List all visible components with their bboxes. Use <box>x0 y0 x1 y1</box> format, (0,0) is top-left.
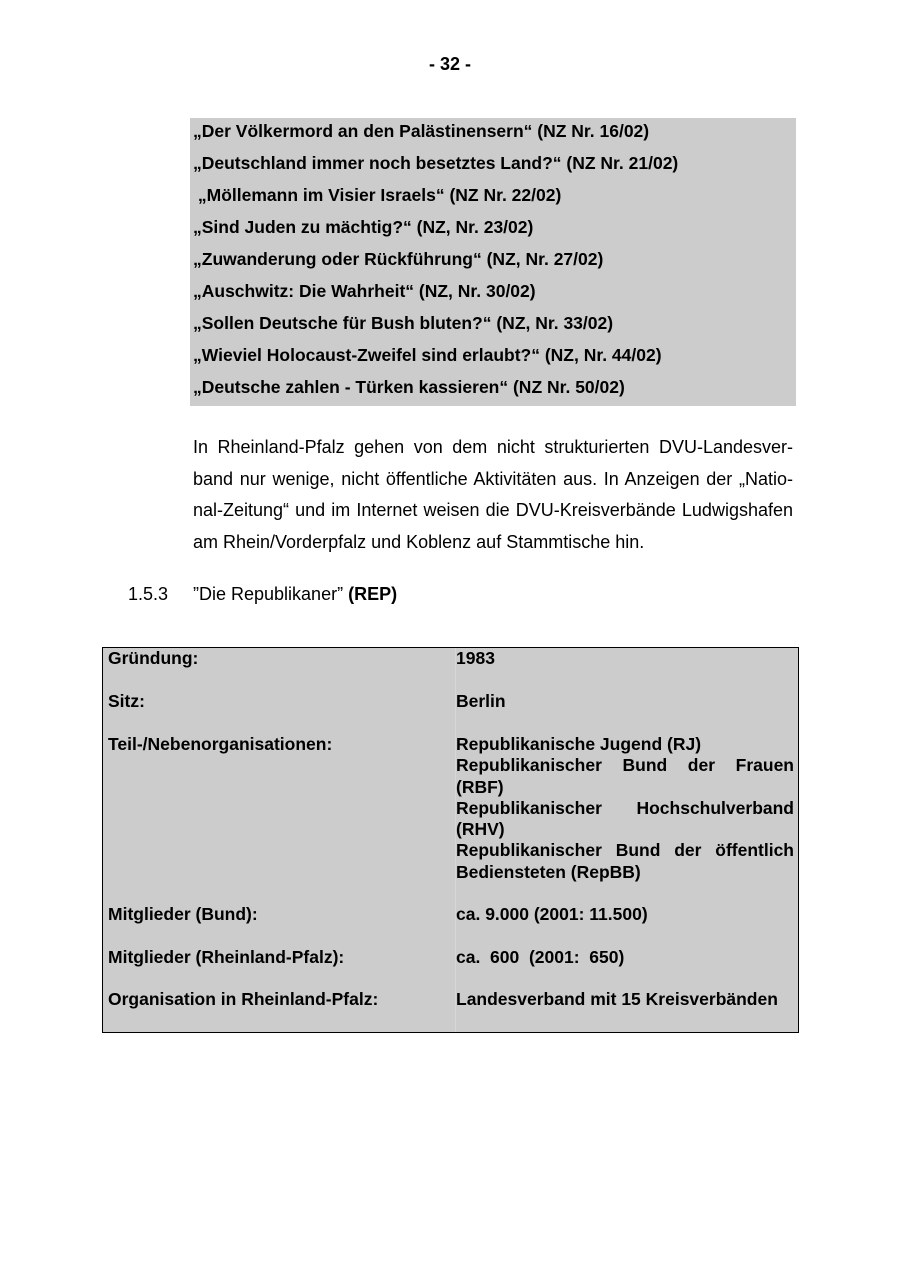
headline-item: „Deutsche zahlen - Türken kassieren“ (NZ Nr. 50/02) <box>193 377 625 397</box>
body-line: am Rhein/Vorderpfalz und Koblenz auf Stammtische hin. <box>193 531 645 552</box>
headline-item: „Sind Juden zu mächtig?“ (NZ, Nr. 23/02) <box>193 217 534 237</box>
table-label: Mitglieder (Rheinland-Pfalz): <box>108 947 345 967</box>
section-number: 1.5.3 <box>128 584 169 604</box>
table-value-line: ca. 9.000 (2001: 11.500) <box>456 904 648 924</box>
table-value <box>456 691 794 712</box>
table-label: Organisation in Rheinland-Pfalz: <box>108 989 379 1009</box>
table-value-line: ca. 600 (2001: 650) <box>456 947 625 967</box>
table-value-line: Berlin <box>456 691 506 711</box>
table-value <box>456 734 794 883</box>
table-label: Mitglieder (Bund): <box>108 904 258 924</box>
headline-list <box>190 118 796 406</box>
table-value <box>456 947 794 968</box>
table-value-line: Republikanischer Hochschulverband <box>456 797 794 818</box>
table-value-line: (RHV) <box>456 819 505 840</box>
headline-item: „Sollen Deutsche für Bush bluten?“ (NZ, Nr. 33/02) <box>193 313 614 333</box>
table-label: Sitz: <box>108 691 145 711</box>
table-value-line: Republikanischer Bund der Frauen <box>456 755 794 776</box>
section-title-abbrev: (REP) <box>348 584 398 604</box>
table-value-line: Bediensteten (RepBB) <box>456 861 641 882</box>
headline-item: „Möllemann im Visier Israels“ (NZ Nr. 22/02) <box>193 185 562 205</box>
body-line: band nur wenige, nicht öffentliche Aktivitäten aus. In Anzeigen der „Natio- <box>193 468 793 489</box>
body-line: In Rheinland-Pfalz gehen von dem nicht strukturierten DVU-Landesver- <box>193 437 793 457</box>
table-value-line: Landesverband mit 15 Kreisverbänden <box>456 989 778 1009</box>
page-number: - 32 - <box>428 54 471 74</box>
table-label: Gründung: <box>108 648 199 668</box>
headline-item: „Deutschland immer noch besetztes Land?“ (NZ Nr. 21/02) <box>193 153 679 173</box>
table-label: Teil-/Nebenorganisationen: <box>108 734 333 754</box>
table-value <box>456 904 794 925</box>
table-value <box>456 648 794 669</box>
section-title-text: ”Die Republikaner” <box>193 584 349 604</box>
body-paragraph <box>193 432 793 558</box>
headline-item: „Wieviel Holocaust-Zweifel sind erlaubt?“ (NZ, Nr. 44/02) <box>193 345 662 365</box>
table-value <box>456 989 794 1010</box>
table-value-line: Republikanischer Bund der öffentlich <box>456 840 794 861</box>
table-value-line: Republikanische Jugend (RJ) <box>456 734 702 754</box>
headline-item: „Der Völkermord an den Palästinensern“ (NZ Nr. 16/02) <box>193 121 650 141</box>
headline-item: „Zuwanderung oder Rückführung“ (NZ, Nr. 27/02) <box>193 249 604 269</box>
party-info-table <box>102 647 799 1033</box>
body-line: nal-Zeitung“ und im Internet weisen die DVU-Kreisverbände Ludwigshafen <box>193 500 793 521</box>
headline-item: „Auschwitz: Die Wahrheit“ (NZ, Nr. 30/02) <box>193 281 536 301</box>
table-value-line: (RBF) <box>456 776 504 797</box>
section-title <box>193 582 397 606</box>
table-value-line: 1983 <box>456 648 495 668</box>
